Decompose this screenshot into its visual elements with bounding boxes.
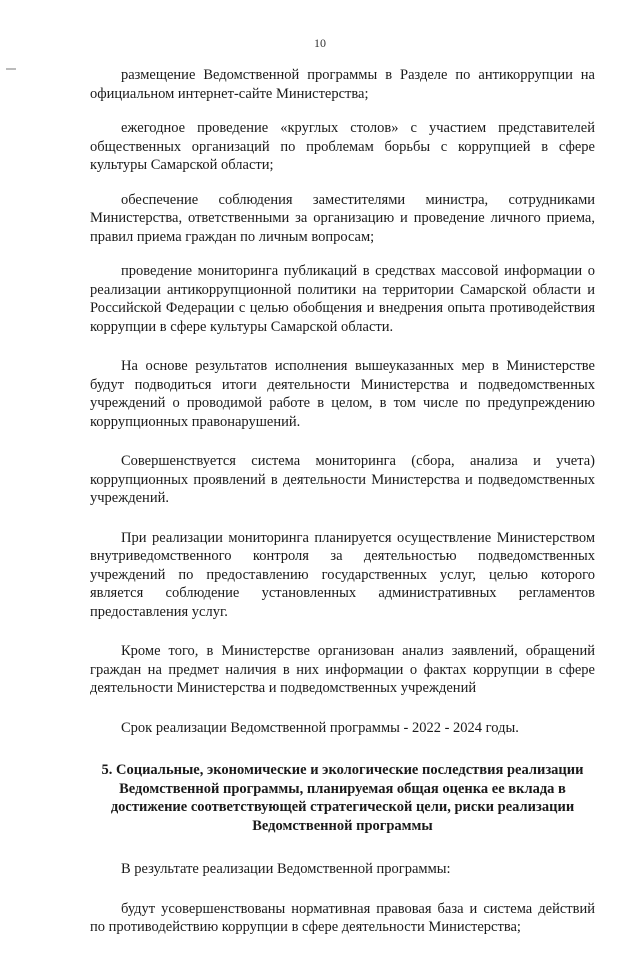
paragraph-results-summary: На основе результатов исполнения вышеуказанных мер в Министерстве будут подводиться итоги деятельности Министерства и подведомственных учреждений о проводимой работе в целом, в том числе по предупреждению коррупционных правонарушений. — [90, 358, 595, 430]
section-heading: 5. Социальные, экономические и экологические последствия реализации Ведомственной программы, планируемая общая оценка ее вклада в достижение соответствующей стратегической цели, риски реализации Ведомственной программы — [101, 762, 584, 834]
paragraph-internal-control: При реализации мониторинга планируется осуществление Министерством внутриведомственного контроля за деятельностью подведомственных учреждений по предоставлению государственных услуг, целью которого является соблюдение установленных административных регламентов предоставления услуг. — [90, 529, 595, 620]
paragraph-media-monitoring: проведение мониторинга публикаций в средствах массовой информации о реализации антикоррупционной политики на территории Самарской области и Российской Федерации с целью обобщения и внедрения опыта противодействия коррупции в сфере культуры Самарской области. — [90, 263, 595, 335]
paragraph-monitoring-system: Совершенствуется система мониторинга (сбора, анализа и учета) коррупционных проявлений в деятельности Министерства и подведомственных учреждений. — [90, 453, 595, 506]
paragraph-program-term: Срок реализации Ведомственной программы - 2022 - 2024 годы. — [121, 719, 519, 736]
paragraph-website-placement: размещение Ведомственной программы в Разделе по антикоррупции на официальном интернет-сайте Министерства; — [90, 67, 595, 102]
paragraph-program-results-intro: В результате реализации Ведомственной программы: — [121, 861, 451, 877]
paragraph-legal-base-improvement: будут усовершенствованы нормативная правовая база и система действий по противодействию коррупции в сфере деятельности Министерства; — [90, 900, 595, 935]
paragraph-round-tables: ежегодное проведение «круглых столов» с участием представителей общественных организаций по проблемам борьбы с коррупцией в сфере культуры Самарской области; — [90, 120, 595, 173]
scan-artifact — [6, 68, 16, 70]
document-body — [90, 66, 595, 958]
page-number: 10 — [314, 36, 326, 50]
paragraph-appeals-analysis: Кроме того, в Министерстве организован анализ заявлений, обращений граждан на предмет наличия в них информации о фактах коррупции в сфере деятельности Министерства и подведомственных учреждений — [90, 643, 595, 696]
paragraph-reception-rules: обеспечение соблюдения заместителями министра, сотрудниками Министерства, ответственными за организацию и проведение личного приема, правил приема граждан по личным вопросам; — [90, 191, 595, 245]
